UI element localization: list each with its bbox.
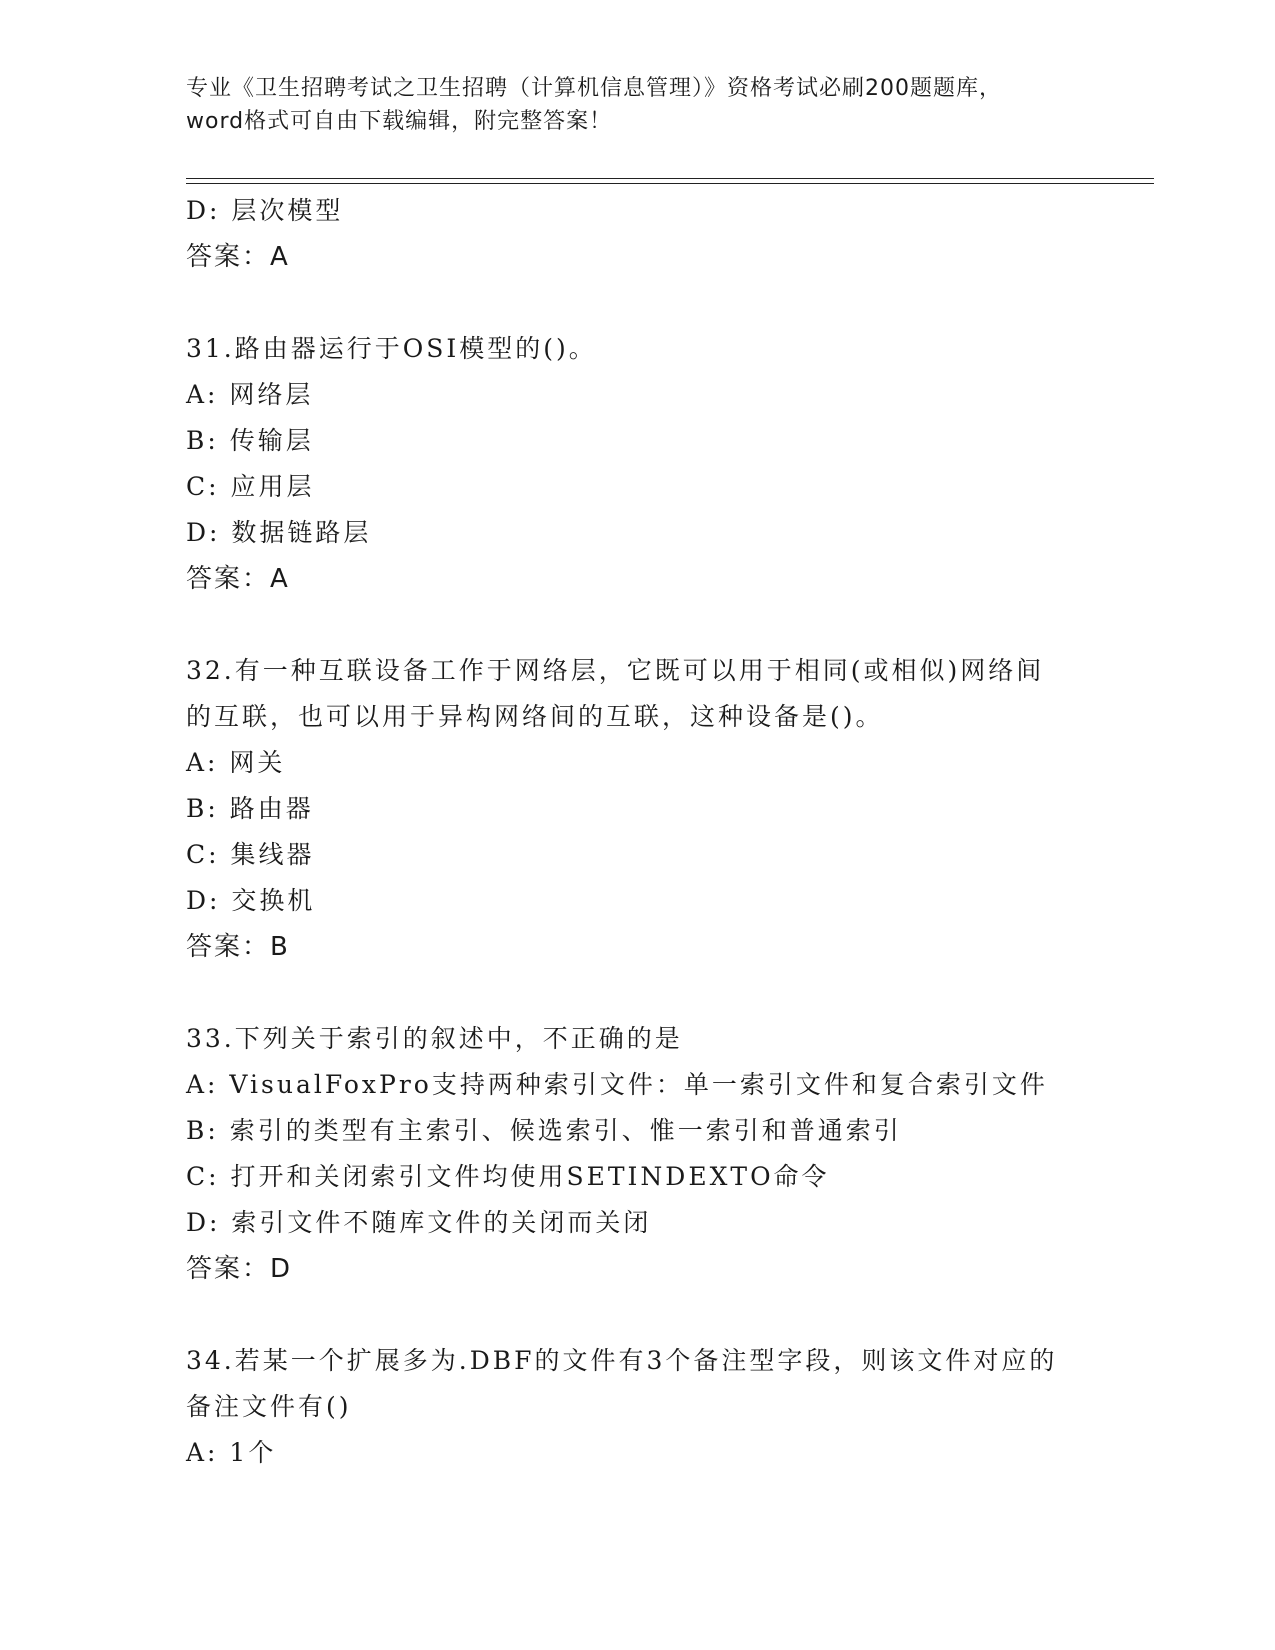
question-stem-line-2: 的互联，也可以用于异构网络间的互联，这种设备是()。 — [186, 702, 884, 731]
question-34 — [186, 1338, 1096, 1476]
prev-answer: 答案：A — [186, 242, 290, 272]
header-rule-bottom — [186, 183, 1154, 184]
option-d: D: 数据链路层 — [186, 518, 372, 547]
answer: 答案：B — [186, 932, 290, 962]
option-a: A: VisualFoxPro支持两种索引文件：单一索引文件和复合索引文件 — [186, 1070, 1048, 1099]
option-a: A: 网络层 — [186, 380, 314, 409]
question-32 — [186, 648, 1096, 970]
option-d: D: 交换机 — [186, 886, 316, 915]
question-stem: 31.路由器运行于OSI模型的()。 — [186, 334, 597, 363]
prev-option-d: D: 层次模型 — [186, 196, 344, 225]
option-d: D: 索引文件不随库文件的关闭而关闭 — [186, 1208, 652, 1237]
option-b: B: 路由器 — [186, 794, 314, 823]
question-stem-line-1: 34.若某一个扩展多为.DBF的文件有3个备注型字段，则该文件对应的 — [186, 1346, 1058, 1375]
option-a: A: 1个 — [186, 1438, 277, 1467]
question-stem-line-1: 32.有一种互联设备工作于网络层，它既可以用于相同(或相似)网络间 — [186, 656, 1045, 685]
option-c: C: 打开和关闭索引文件均使用SETINDEXTO命令 — [186, 1162, 830, 1191]
option-c: C: 集线器 — [186, 840, 315, 869]
header-line-1: 专业《卫生招聘考试之卫生招聘（计算机信息管理）》资格考试必刷200题题库， — [186, 76, 1002, 101]
header-rule-top — [186, 178, 1154, 179]
header-line-2: word格式可自由下载编辑，附完整答案！ — [186, 109, 613, 134]
question-content — [186, 188, 1096, 1476]
option-b: B: 索引的类型有主索引、候选索引、惟一索引和普通索引 — [186, 1116, 902, 1145]
answer: 答案：A — [186, 564, 290, 594]
option-b: B: 传输层 — [186, 426, 314, 455]
option-c: C: 应用层 — [186, 472, 315, 501]
document-header — [186, 72, 1086, 138]
option-a: A: 网关 — [186, 748, 286, 777]
question-stem-line-2: 备注文件有() — [186, 1392, 352, 1421]
question-33 — [186, 1016, 1096, 1292]
answer: 答案：D — [186, 1254, 293, 1284]
question-31 — [186, 326, 1096, 602]
question-stem: 33.下列关于索引的叙述中，不正确的是 — [186, 1024, 683, 1053]
